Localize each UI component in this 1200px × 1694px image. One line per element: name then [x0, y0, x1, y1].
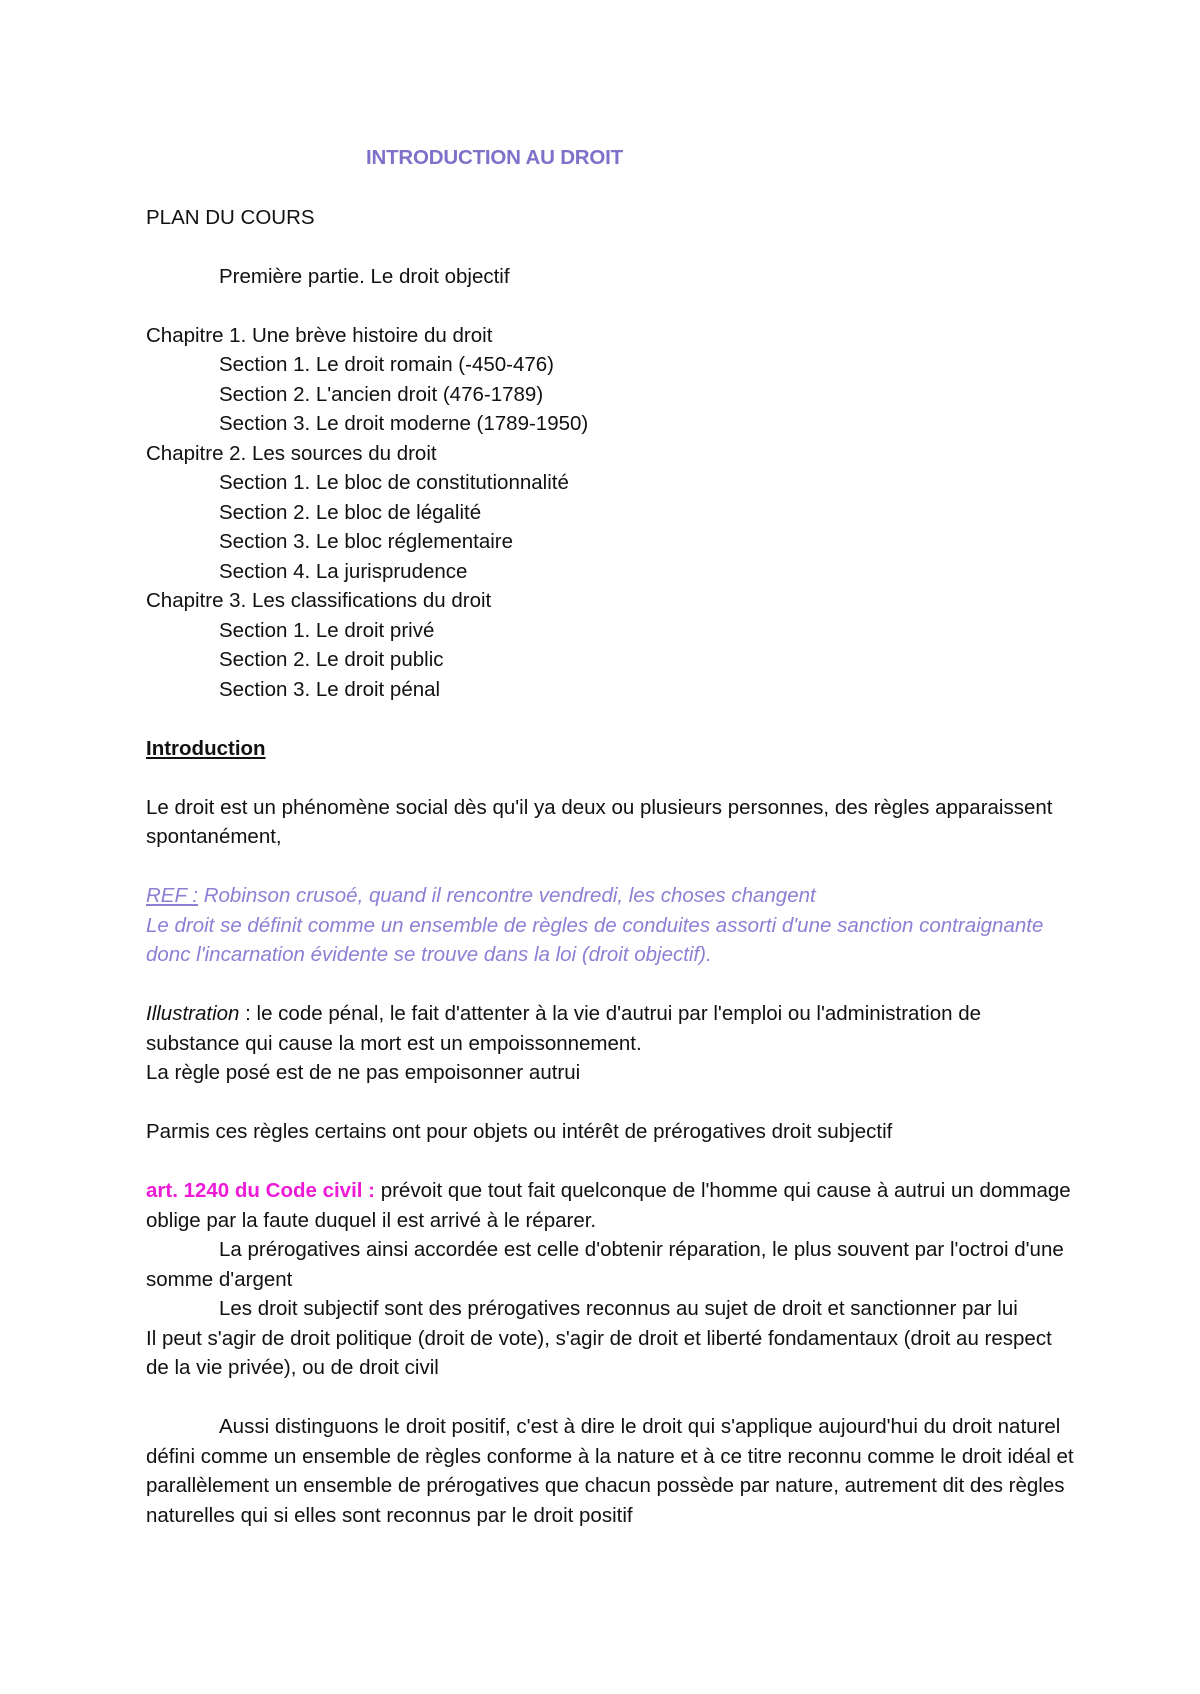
section-item: Section 1. Le bloc de constitutionnalité [219, 471, 569, 494]
ref-definition: Le droit se définit comme un ensemble de règles de conduites assorti d'une sanction contraignante donc l'incarnation évidente se trouve dans la loi (droit objectif). [146, 913, 1044, 966]
spacer [146, 173, 1076, 203]
spacer [146, 1088, 1076, 1118]
ref-robinson: Robinson crusoé, quand il rencontre vendredi, les choses changent [198, 884, 816, 907]
section-item: Section 1. Le droit privé [219, 618, 435, 642]
article-text: prévoit que tout fait quelconque de l'homme qui cause à autrui un dommage oblige par la faute duquel il est arrivé à le réparer. [146, 1179, 1071, 1232]
illustration-text: : le code pénal, le fait d'attenter à la vie d'autrui par l'emploi ou l'administration de substance qui cause la mort est un empoissonnement. [146, 1002, 981, 1055]
part-heading: Première partie. Le droit objectif [219, 264, 510, 288]
paragraph-droit-positif: Aussi distinguons le droit positif, c'est à dire le droit qui s'applique aujourd'hui du droit naturel défini comme un ensemble de règles conforme à la nature et à ce titre reconnu comme le droit idéal et parallèlement un ensemble de prérogatives que chacun possède par nature, autrement dit des règles naturelles qui si elles sont reconnus par le droit positif [146, 1415, 1074, 1527]
article-paragraph [146, 1176, 1076, 1235]
spacer [146, 852, 1076, 882]
illustration-rule: La règle posé est de ne pas empoisonner autrui [146, 1061, 581, 1084]
chapter-title: Chapitre 1. Une brève histoire du droit [146, 323, 493, 347]
spacer [146, 1147, 1076, 1177]
document-page [146, 143, 1076, 1530]
spacer [146, 1383, 1076, 1413]
introduction-heading: Introduction [146, 736, 266, 760]
spacer [146, 704, 1076, 734]
section-item: Section 3. Le droit pénal [219, 677, 441, 701]
section-item: Section 4. La jurisprudence [219, 559, 468, 583]
chapter-title: Chapitre 2. Les sources du droit [146, 441, 437, 465]
ref-block [146, 881, 1076, 970]
article-label: art. 1240 du Code civil : [146, 1179, 375, 1202]
spacer [146, 291, 1076, 321]
chapter-title: Chapitre 3. Les classifications du droit [146, 589, 492, 612]
paragraph-parmis: Parmis ces règles certains ont pour objets ou intérêt de prérogatives droit subjectif [146, 1120, 893, 1143]
illustration-paragraph [146, 999, 1076, 1058]
section-item: Section 3. Le droit moderne (1789-1950) [219, 412, 589, 435]
spacer [146, 232, 1076, 262]
section-item: Section 2. L'ancien droit (476-1789) [219, 382, 544, 406]
spacer [146, 970, 1076, 1000]
section-item: Section 2. Le droit public [219, 648, 444, 671]
spacer [146, 763, 1076, 793]
document-title: INTRODUCTION AU DROIT [366, 146, 623, 169]
plan-heading: PLAN DU COURS [146, 205, 315, 229]
paragraph-droit-subjectif: Les droit subjectif sont des prérogatives reconnus au sujet de droit et sanctionner par lui [219, 1297, 1018, 1320]
paragraph-prerogative-reparation: La prérogatives ainsi accordée est celle d'obtenir réparation, le plus souvent par l'octroi d'une somme d'argent [146, 1238, 1064, 1291]
illustration-label: Illustration [146, 1002, 240, 1025]
ref-label: REF : [146, 884, 199, 907]
paragraph-phenomene: Le droit est un phénomène social dès qu'il ya deux ou plusieurs personnes, des règles apparaissent spontanément, [146, 795, 1053, 848]
section-item: Section 3. Le bloc réglementaire [219, 530, 514, 553]
section-item: Section 2. Le bloc de légalité [219, 500, 482, 524]
paragraph-droit-politique: Il peut s'agir de droit politique (droit de vote), s'agir de droit et liberté fondamentaux (droit au respect de la vie privée), ou de droit civil [146, 1326, 1052, 1379]
section-item: Section 1. Le droit romain (-450-476) [219, 353, 555, 376]
plan-outline [146, 321, 1076, 705]
